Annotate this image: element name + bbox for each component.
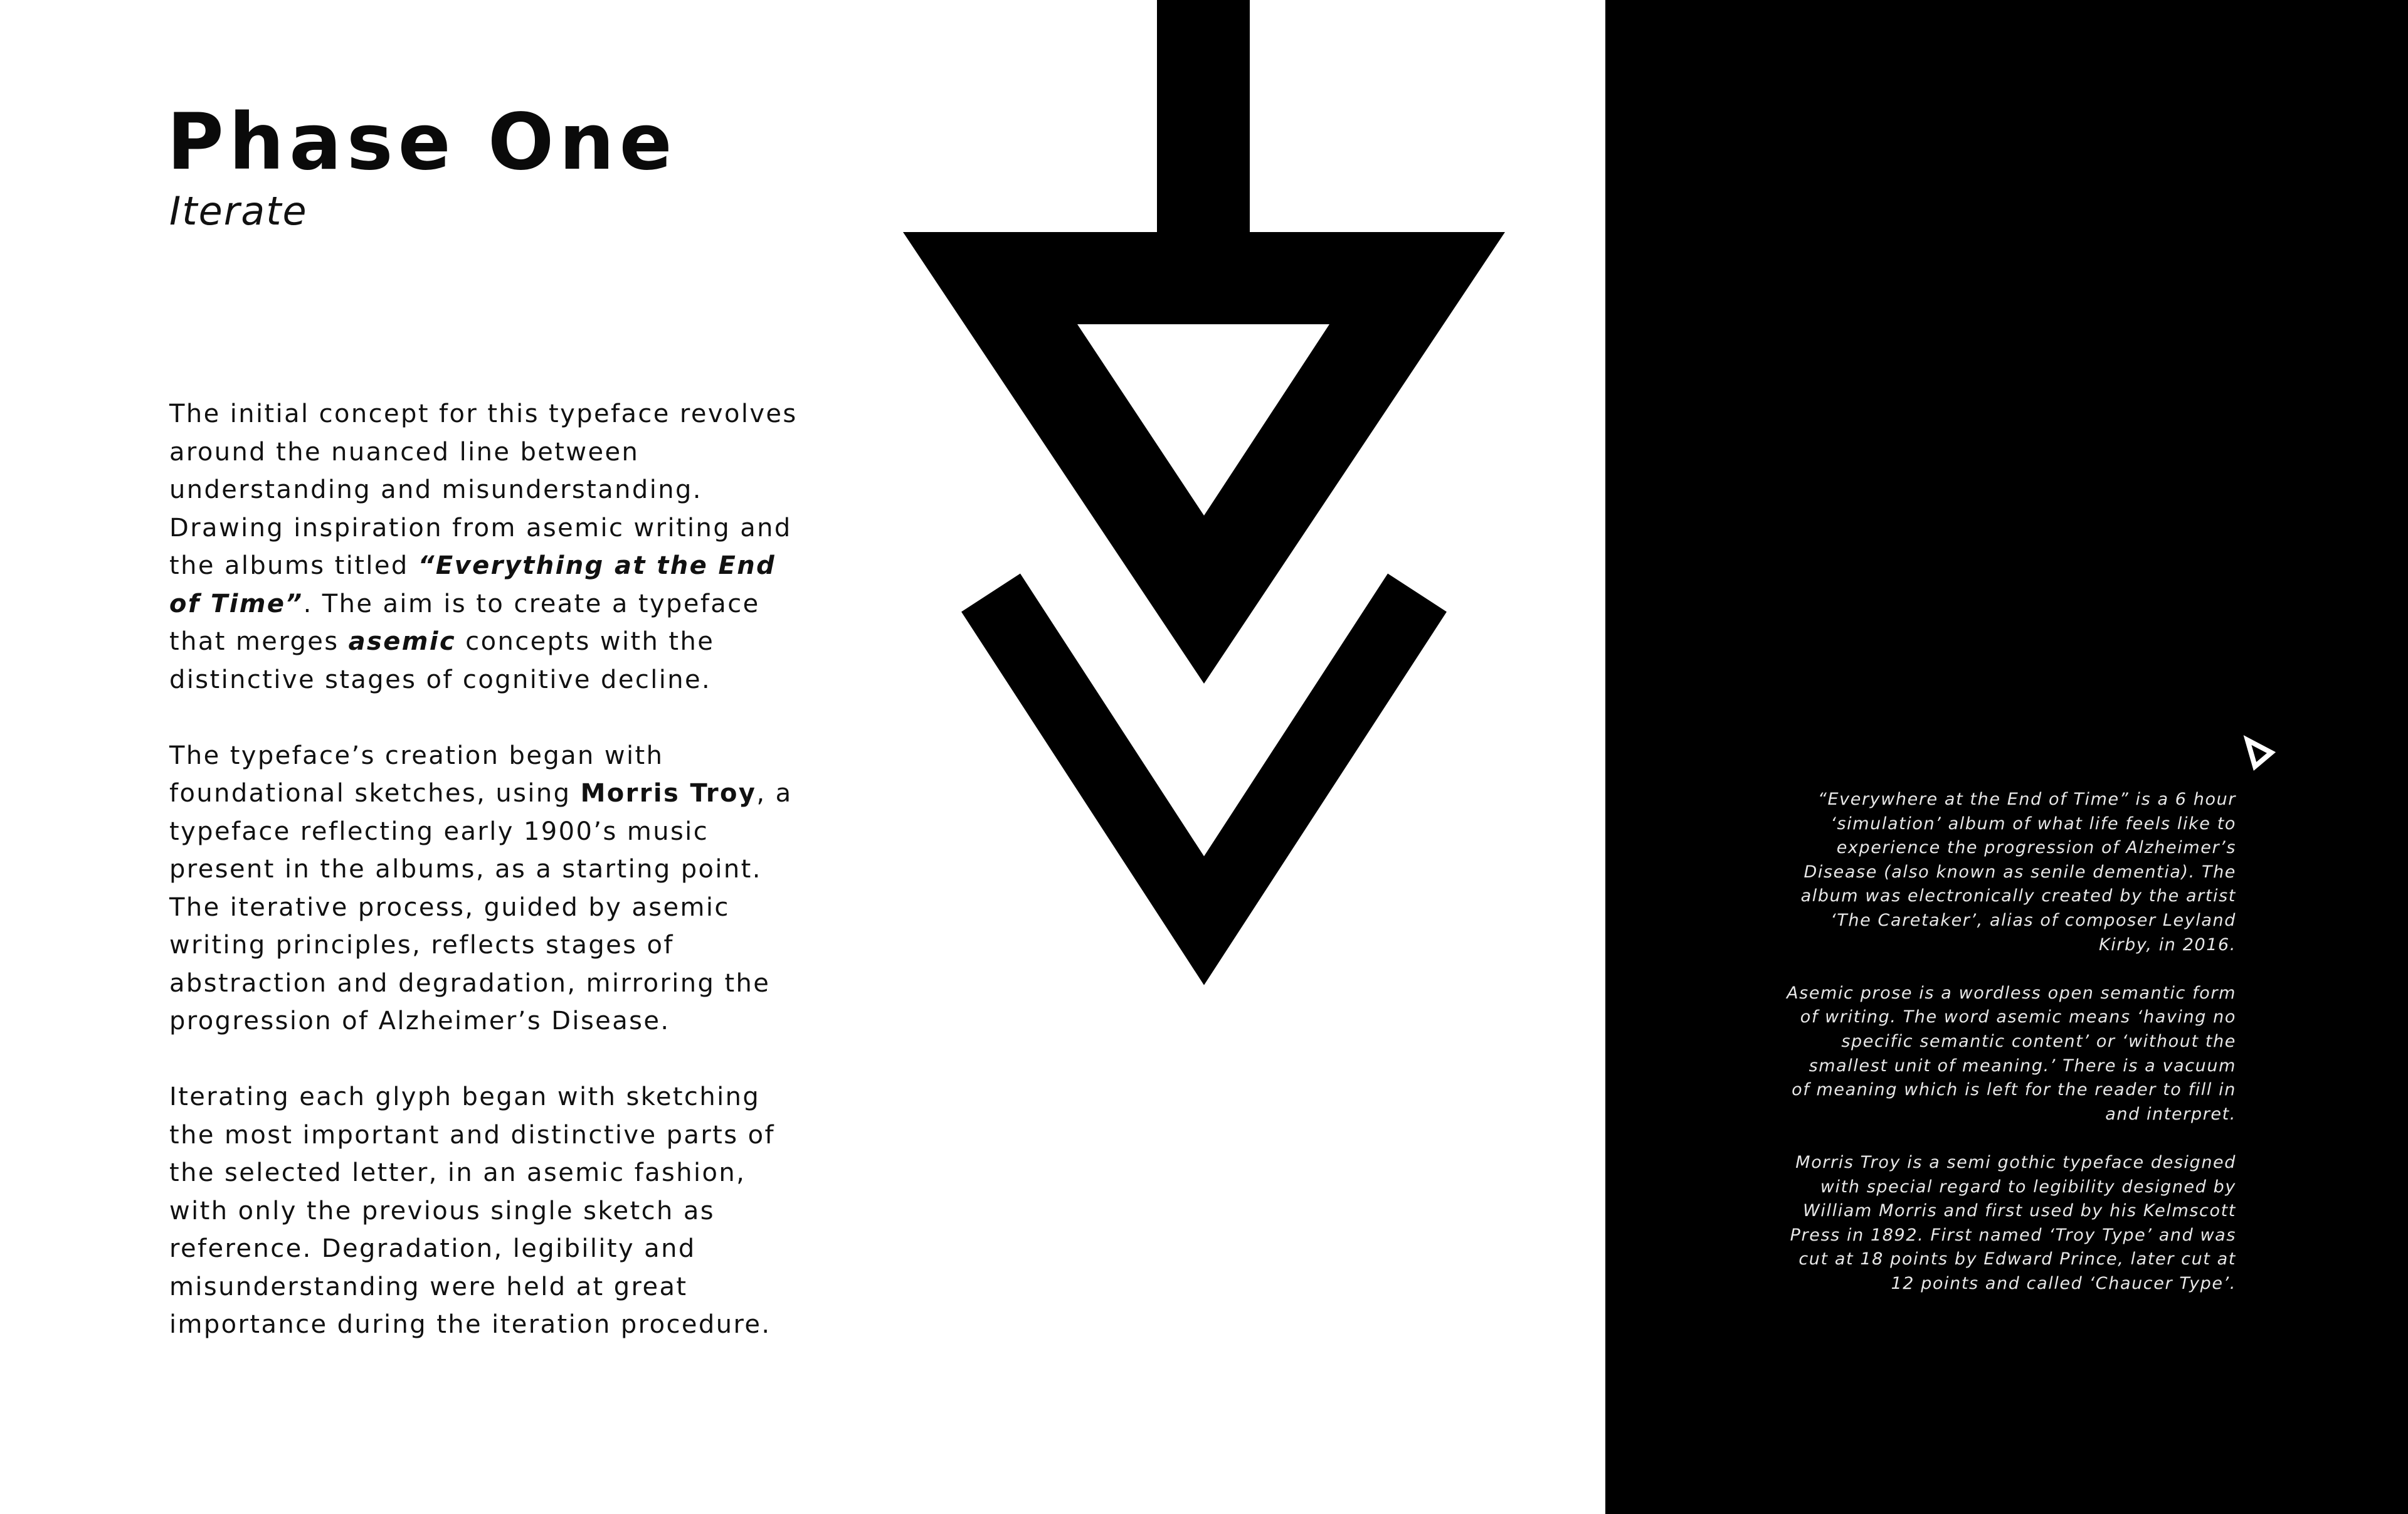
sidebar-notes xyxy=(1785,788,2236,1296)
page-title: Phase One xyxy=(167,97,677,188)
note-album: “Everywhere at the End of Time” is a 6 hour ‘simulation’ album of what life feels like to experience the progression of Alzheimer’s Disease (also known as senile dementia). The album was electronically created by the artist ‘The Caretaker’, alias of composer Leyland Kirby, in 2016. xyxy=(1800,790,2236,955)
asemic-emphasis: asemic xyxy=(348,627,457,656)
body-paragraph-3: Iterating each glyph began with sketching the most important and distinctive parts of the selected letter, in an asemic fashion, with only the previous single sketch as reference. Degradation, legibility and misunderstanding were held at great importance during the iteration procedure. xyxy=(169,1083,775,1339)
triangle-marker-icon xyxy=(2242,735,2278,773)
typeface-name-emphasis: Morris Troy xyxy=(580,779,757,808)
asemic-glyph-icon xyxy=(0,0,1605,1066)
page-subtitle: Iterate xyxy=(169,188,308,234)
note-asemic: Asemic prose is a wordless open semantic form of writing. The word asemic means ‘having no specific semantic content’ or ‘without the smallest unit of meaning.’ There is a vacuum of meaning which is left for the reader to fill in and interpret. xyxy=(1787,983,2236,1124)
body-paragraph-1: The initial concept for this typeface revolves around the nuanced line between understanding and misunderstanding. Drawing inspiration from asemic writing and the albums titled “Everything at the End of Time”. The aim is to create a typeface that merges asemic concepts with the distinctive stages of cognitive decline. xyxy=(169,400,798,694)
album-title-emphasis: “Everything at the End of Time” xyxy=(169,551,776,618)
note-morris-troy: Morris Troy is a semi gothic typeface designed with special regard to legibility designed by William Morris and first used by his Kelmscott Press in 1892. First named ‘Troy Type’ and was cut at 18 points by Edward Prince, later cut at 12 points and called ‘Chaucer Type’. xyxy=(1790,1152,2236,1293)
body-paragraph-2: The typeface’s creation began with foundational sketches, using Morris Troy, a typeface reflecting early 1900’s music present in the albums, as a starting point. The iterative process, guided by asemic writing principles, reflects stages of abstraction and degradation, mirroring the progression of Alzheimer’s Disease. xyxy=(169,741,793,1035)
